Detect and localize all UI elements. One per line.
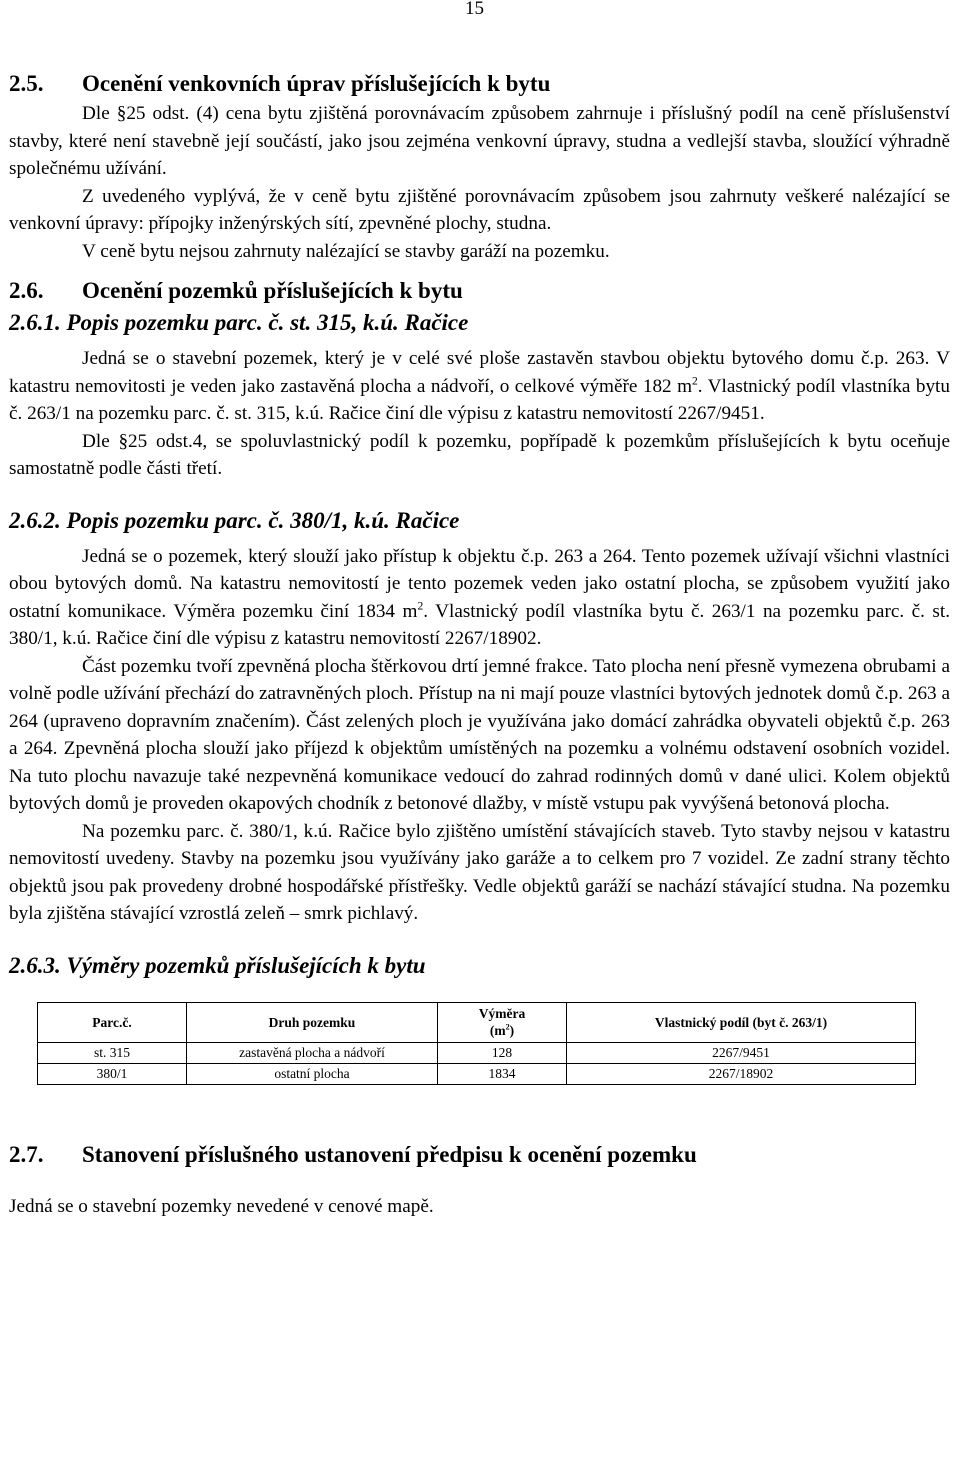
land-area-table	[37, 1002, 916, 1085]
heading-2-6: 2.6. Ocenění pozemků příslušejících k bytu	[9, 278, 463, 303]
heading-2-6-2: 2.6.2. Popis pozemku parc. č. 380/1, k.ú. Račice	[9, 507, 460, 533]
paragraph-2-6-2-a: Jedná se o pozemek, který slouží jako přístup k objektu č.p. 263 a 264. Tento pozemek užívají všichni vlastníci obou bytových domů. Na katastru nemovitostí je tento pozemek veden jako ostatní plocha, se způsobem využití jako ostatní komunikace. Výměra pozemku činí 1834 $m^2$. Vlastnický podíl vlastníka bytu č. 263/1 na pozemku parc. č. st. 380/1, k.ú. Račice činí dle výpisu z katastru nemovitostí 2267/18902.	[9, 545, 951, 649]
paragraph-2-6-1-b: Dle §25 odst.4, se spoluvlastnický podíl k pozemku, popřípadě k pozemkům příslušejících k bytu oceňuje samostatně podle části třetí.	[9, 430, 950, 479]
page-number: 15	[465, 0, 484, 19]
heading-2-6-3: 2.6.3. Výměry pozemků příslušejících k bytu	[9, 952, 426, 978]
cell-druh: zastavěná plocha a nádvoří	[187, 1042, 438, 1063]
cell-podil: 2267/18902	[567, 1063, 916, 1084]
paragraph-2-5-b: Z uvedeného vyplývá, že v ceně bytu zjištěné porovnávacím způsobem jsou zahrnuty veškeré nalézající se venkovní úpravy: přípojky inženýrských sítí, zpevněné plochy, studna.	[9, 185, 950, 234]
paragraph-2-6-1-a: Jedná se o stavební pozemek, který je v celé své ploše zastavěn stavbou objektu bytového domu č.p. 263. V katastru nemovitosti je veden jako zastavěná plocha a nádvoří, o celkové výměře 182 $m^2$. Vlastnický podíl vlastníka bytu č. 263/1 na pozemku parc. č. st. 315, k.ú. Račice činí dle výpisu z katastru nemovitostí 2267/9451.	[9, 348, 950, 424]
header-podil: Vlastnický podíl (byt č. 263/1)	[567, 1002, 916, 1042]
cell-parc: st. 315	[38, 1042, 187, 1063]
cell-parc: 380/1	[38, 1063, 187, 1084]
table-header-row	[38, 1002, 916, 1042]
heading-2-6-1: 2.6.1. Popis pozemku parc. č. st. 315, k.ú. Račice	[9, 310, 469, 335]
cell-druh: ostatní plocha	[187, 1063, 438, 1084]
header-parc: Parc.č.	[38, 1002, 187, 1042]
heading-2-5: 2.5. Ocenění venkovních úprav příslušejících k bytu	[9, 71, 551, 96]
cell-vymera: 128	[438, 1042, 567, 1063]
paragraph-2-5-c: V ceně bytu nejsou zahrnuty nalézající se stavby garáží na pozemku.	[82, 240, 610, 262]
table-row	[38, 1063, 916, 1084]
paragraph-2-6-2-c: Na pozemku parc. č. 380/1, k.ú. Račice bylo zjištěno umístění stávajících staveb. Tyto stavby nejsou v katastru nemovitostí uvedeny. Stavby na pozemku jsou využívány jako garáže a to celkem pro 7 vozidel. Ze zadní strany těchto objektů jsou pak provedeny drobné hospodářské přístřešky. Vedle objektů garáží se nachází stávající studna. Na pozemku byla zjištěna stávající vzrostlá zeleň – smrk pichlavý.	[9, 820, 950, 924]
cell-vymera: 1834	[438, 1063, 567, 1084]
header-druh: Druh pozemku	[187, 1002, 438, 1042]
header-vymera: Výměra $(m^2)$	[438, 1002, 567, 1042]
cell-podil: 2267/9451	[567, 1042, 916, 1063]
heading-2-7: 2.7. Stanovení příslušného ustanovení předpisu k ocenění pozemku	[9, 1141, 697, 1167]
paragraph-2-5-a: Dle §25 odst. (4) cena bytu zjištěná porovnávacím způsobem zahrnuje i příslušný podíl na ceně příslušenství stavby, které není stavebně její součástí, jako jsou zejména venkovní úpravy, studna a vedlejší stavba, sloužící výhradně společnému užívání.	[9, 103, 950, 179]
paragraph-2-7: Jedná se o stavební pozemky nevedené v cenové mapě.	[9, 1195, 434, 1217]
paragraph-2-6-2-b: Část pozemku tvoří zpevněná plocha štěrkovou drtí jemné frakce. Tato plocha není přesně vymezena obrubami a volně podle užívání přechází do zatravněných ploch. Přístup na ni mají pouze vlastníci bytových jednotek domů č.p. 263 a 264 (upraveno dopravním značením). Část zelených ploch je využívána jako domácí zahrádka obyvateli objektů č.p. 263 a 264. Zpevněná plocha slouží jako příjezd k objektům umístěných na pozemku a volnému odstavení osobních vozidel. Na tuto plochu navazuje také nezpevněná komunikace vedoucí do zahrad rodinných domů v dané ulici. Kolem objektů bytových domů je proveden okapových chodník z betonové dlažby, v místě vstupu pak vyvýšená betonová plocha.	[9, 655, 950, 814]
table-row	[38, 1042, 916, 1063]
document-body	[9, 68, 950, 1220]
